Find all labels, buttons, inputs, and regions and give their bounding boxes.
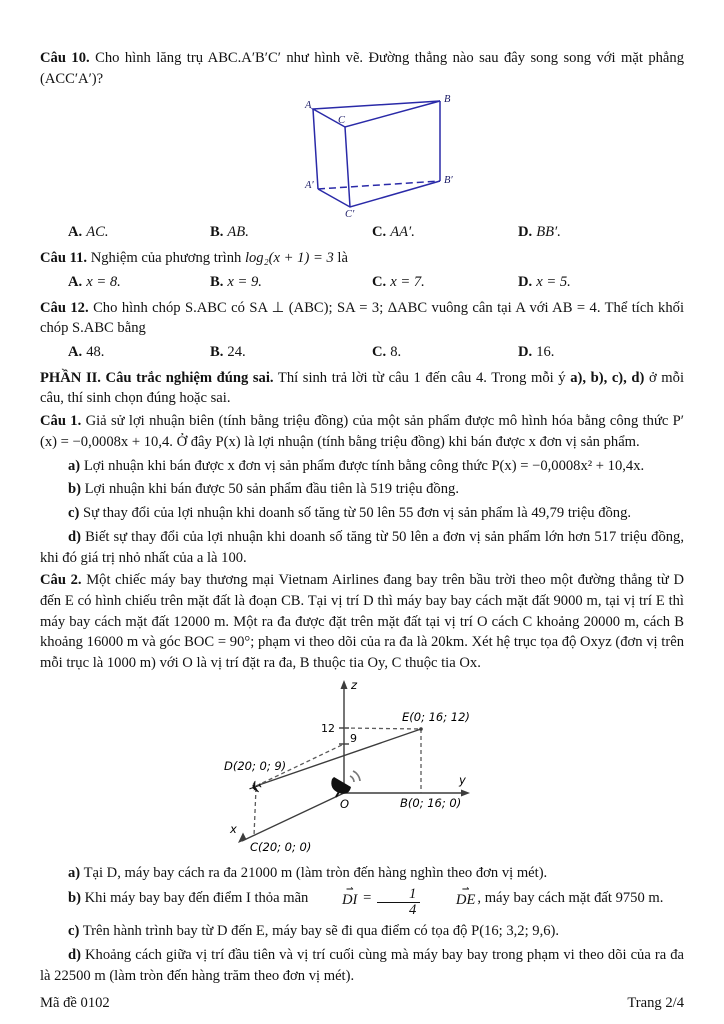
question-11-label: Câu 11. — [40, 250, 88, 267]
question-12-label: Câu 12. — [40, 299, 89, 316]
vector-arrow: ⇀ — [461, 883, 470, 894]
c1-item-d: d) Biết sự thay đổi của lợi nhuận khi doanh số tăng từ 50 lên a đơn vị sản phẩm lớn hơn 517 triệu đồng, khi đó giá trị nhỏ nhất của a là 100. — [40, 528, 684, 566]
prism-label-B2: B′ — [444, 175, 453, 187]
prism-figure-wrap — [40, 91, 684, 217]
point-D-label: D(20; 0; 9) — [224, 758, 287, 773]
question-10-label: Câu 10. — [40, 50, 90, 66]
question-10-text: Cho hình lăng trụ ABC.A′B′C′ như hình vẽ. Đường thẳng nào sau đây song song với mặt phẳng (ACC′A′)? — [40, 50, 685, 87]
tick-12-label: 12 — [321, 721, 335, 735]
c1-item-b: b) Lợi nhuận khi bán được 50 sản phẩm đầu tiên là 519 triệu đồng. — [68, 481, 459, 498]
c2-item-a: a) Tại D, máy bay cách ra đa 21000 m (làm tròn đến hàng nghìn theo đơn vị mét). — [68, 864, 548, 881]
c1-item-c: c) Sự thay đổi của lợi nhuận khi doanh số tăng từ 50 lên 55 đơn vị sản phẩm là 49,79 triệu đồng. — [68, 505, 632, 522]
option-c: C. x = 7. — [372, 273, 425, 290]
z-axis-arrow — [341, 680, 348, 689]
question-10 — [40, 48, 684, 89]
origin-label: O — [340, 796, 350, 811]
question-11-options — [40, 272, 684, 293]
c2-item-d: d) Khoảng cách giữa vị trí đầu tiên và vị trí cuối cùng mà máy bay bay trong phạm vi theo dõi của ra đa là 22500 m (làm tròn đến hàng trăm theo đơn vị mét). — [40, 946, 684, 984]
question-10-options — [40, 222, 684, 243]
tick-9-label: 9 — [350, 731, 357, 745]
option-b: B. AB. — [210, 224, 249, 241]
question-p2-2 — [40, 570, 684, 674]
prism-label-C: C — [338, 115, 346, 127]
option-a: A. x = 8. — [68, 273, 121, 290]
axis-x-label: x — [230, 821, 237, 836]
question-12-options — [40, 342, 684, 363]
option-c: C. 8. — [372, 344, 402, 361]
page-number: Trang 2/4 — [627, 995, 684, 1011]
exam-code: Mã đề 0102 — [40, 995, 110, 1011]
dashed-12-to-E — [344, 728, 421, 729]
prism-label-B: B — [444, 94, 451, 106]
point-B-label: B(0; 16; 0) — [400, 795, 462, 810]
prism-edge-AA2 — [313, 109, 318, 189]
point-E-dot — [419, 727, 423, 731]
y-axis-arrow — [461, 789, 470, 796]
option-b: B. 24. — [210, 344, 246, 361]
question-p2-1 — [40, 411, 684, 452]
option-c: C. AA′. — [372, 224, 415, 241]
c2-item-c: c) Trên hành trình bay từ D đến E, máy bay sẽ đi qua điểm có tọa độ P(16; 3,2; 9,6). — [68, 923, 560, 940]
question-11-formula: log₂(x + 1) = 3 — [244, 250, 334, 267]
coordinate-figure — [216, 676, 508, 858]
c2-item-b: b) Khi máy bay bay đến điểm I thỏa mãn ⇀ DI = $\frac{1}{4}$ ⇀ DE , máy bay cách mặt đất 9750 m. — [68, 883, 664, 918]
flight-line-DE — [256, 729, 421, 786]
fraction-one-fourth: $\frac{1}{4}$ — [377, 887, 420, 919]
option-d: D. 16. — [518, 344, 555, 361]
prism-label-A2: A′ — [305, 180, 314, 192]
part2-bold-keys: a), b), c), d) — [570, 369, 645, 386]
vector-DI: ⇀ DI — [314, 887, 357, 908]
option-d: D. BB′. — [518, 224, 561, 241]
question-11: Câu 11. Nghiệm của phương trình log₂(x + 1) = 3 là — [40, 250, 348, 267]
option-d: D. x = 5. — [518, 273, 571, 290]
question-p2-2-text: Một chiếc máy bay thương mại Vietnam Airlines đang bay trên bầu trời theo một đường thẳng từ D đến E có hình chiếu trên mặt đất là đoạn CB. Tại vị trí D thì máy bay bay cách mặt đất 9000 m, tại vị trí E thì máy bay cách mặt đất 12000 m. Một ra đa được đặt trên mặt đất tại vị trí O cách C khoảng 20000 m, cách B khoảng 16000 m và góc BOC = 90°; phạm vi theo dõi của ra đa là 20km. Xét hệ trục tọa độ Oxyz (đơn vị trên mỗi trục là 1000 m) với O là vị trí đặt ra đa, B thuộc tia Oy, C thuộc tia Ox. — [40, 572, 685, 672]
prism-label-C2: C′ — [345, 209, 355, 218]
coordinate-figure-wrap — [40, 676, 684, 858]
option-a: A. 48. — [68, 344, 105, 361]
point-C-label: C(20; 0; 0) — [250, 839, 312, 854]
question-12-text: Cho hình chóp S.ABC có SA ⊥ (ABC); SA = 3; ΔABC vuông cân tại A với AB = 4. Thể tích khối chóp S.ABC bằng — [40, 299, 685, 337]
part2-header: PHẦN II. Câu trắc nghiệm đúng sai. Thí sinh trả lời từ câu 1 đến câu 4. Trong mỗi ý a), b), c), d) ở mỗi câu, thí sinh chọn đúng hoặc sai. — [40, 369, 685, 407]
question-p2-1-label: Câu 1. — [40, 413, 82, 430]
prism-label-A: A — [305, 100, 312, 112]
vector-DE: ⇀ DE — [428, 887, 475, 908]
airplane-icon — [246, 776, 266, 799]
axis-z-label: z — [351, 677, 358, 692]
prism-top-face — [313, 101, 440, 127]
question-p2-1-text: Giả sử lợi nhuận biên (tính bằng triệu đồng) của một sản phẩm được mô hình hóa bằng công thức P′(x) = −0,0008x + 10,4. Ở đây P(x) là lợi nhuận (tính bằng triệu đồng) khi bán được x đơn vị sản phẩm. — [40, 413, 684, 450]
option-b: B. x = 9. — [210, 273, 262, 290]
option-a: A. AC. — [68, 224, 109, 241]
page-footer — [40, 989, 684, 1024]
prism-edge-CC2 — [345, 127, 350, 207]
question-p2-2-label: Câu 2. — [40, 572, 82, 589]
question-12 — [40, 298, 684, 339]
axis-y-label: y — [459, 772, 466, 787]
point-E-label: E(0; 16; 12) — [402, 709, 470, 724]
c1-item-a: a) Lợi nhuận khi bán được x đơn vị sản phẩm được tính bằng công thức P(x) = −0,0008x² + 10,4x. — [68, 457, 645, 474]
vector-arrow: ⇀ — [345, 883, 354, 894]
part2-label: PHẦN II. Câu trắc nghiệm đúng sai. — [40, 369, 274, 386]
svg-text:✈: ✈ — [245, 776, 266, 800]
prism-hidden-edge — [318, 181, 440, 189]
x-axis — [242, 793, 344, 841]
prism-figure — [288, 91, 466, 217]
